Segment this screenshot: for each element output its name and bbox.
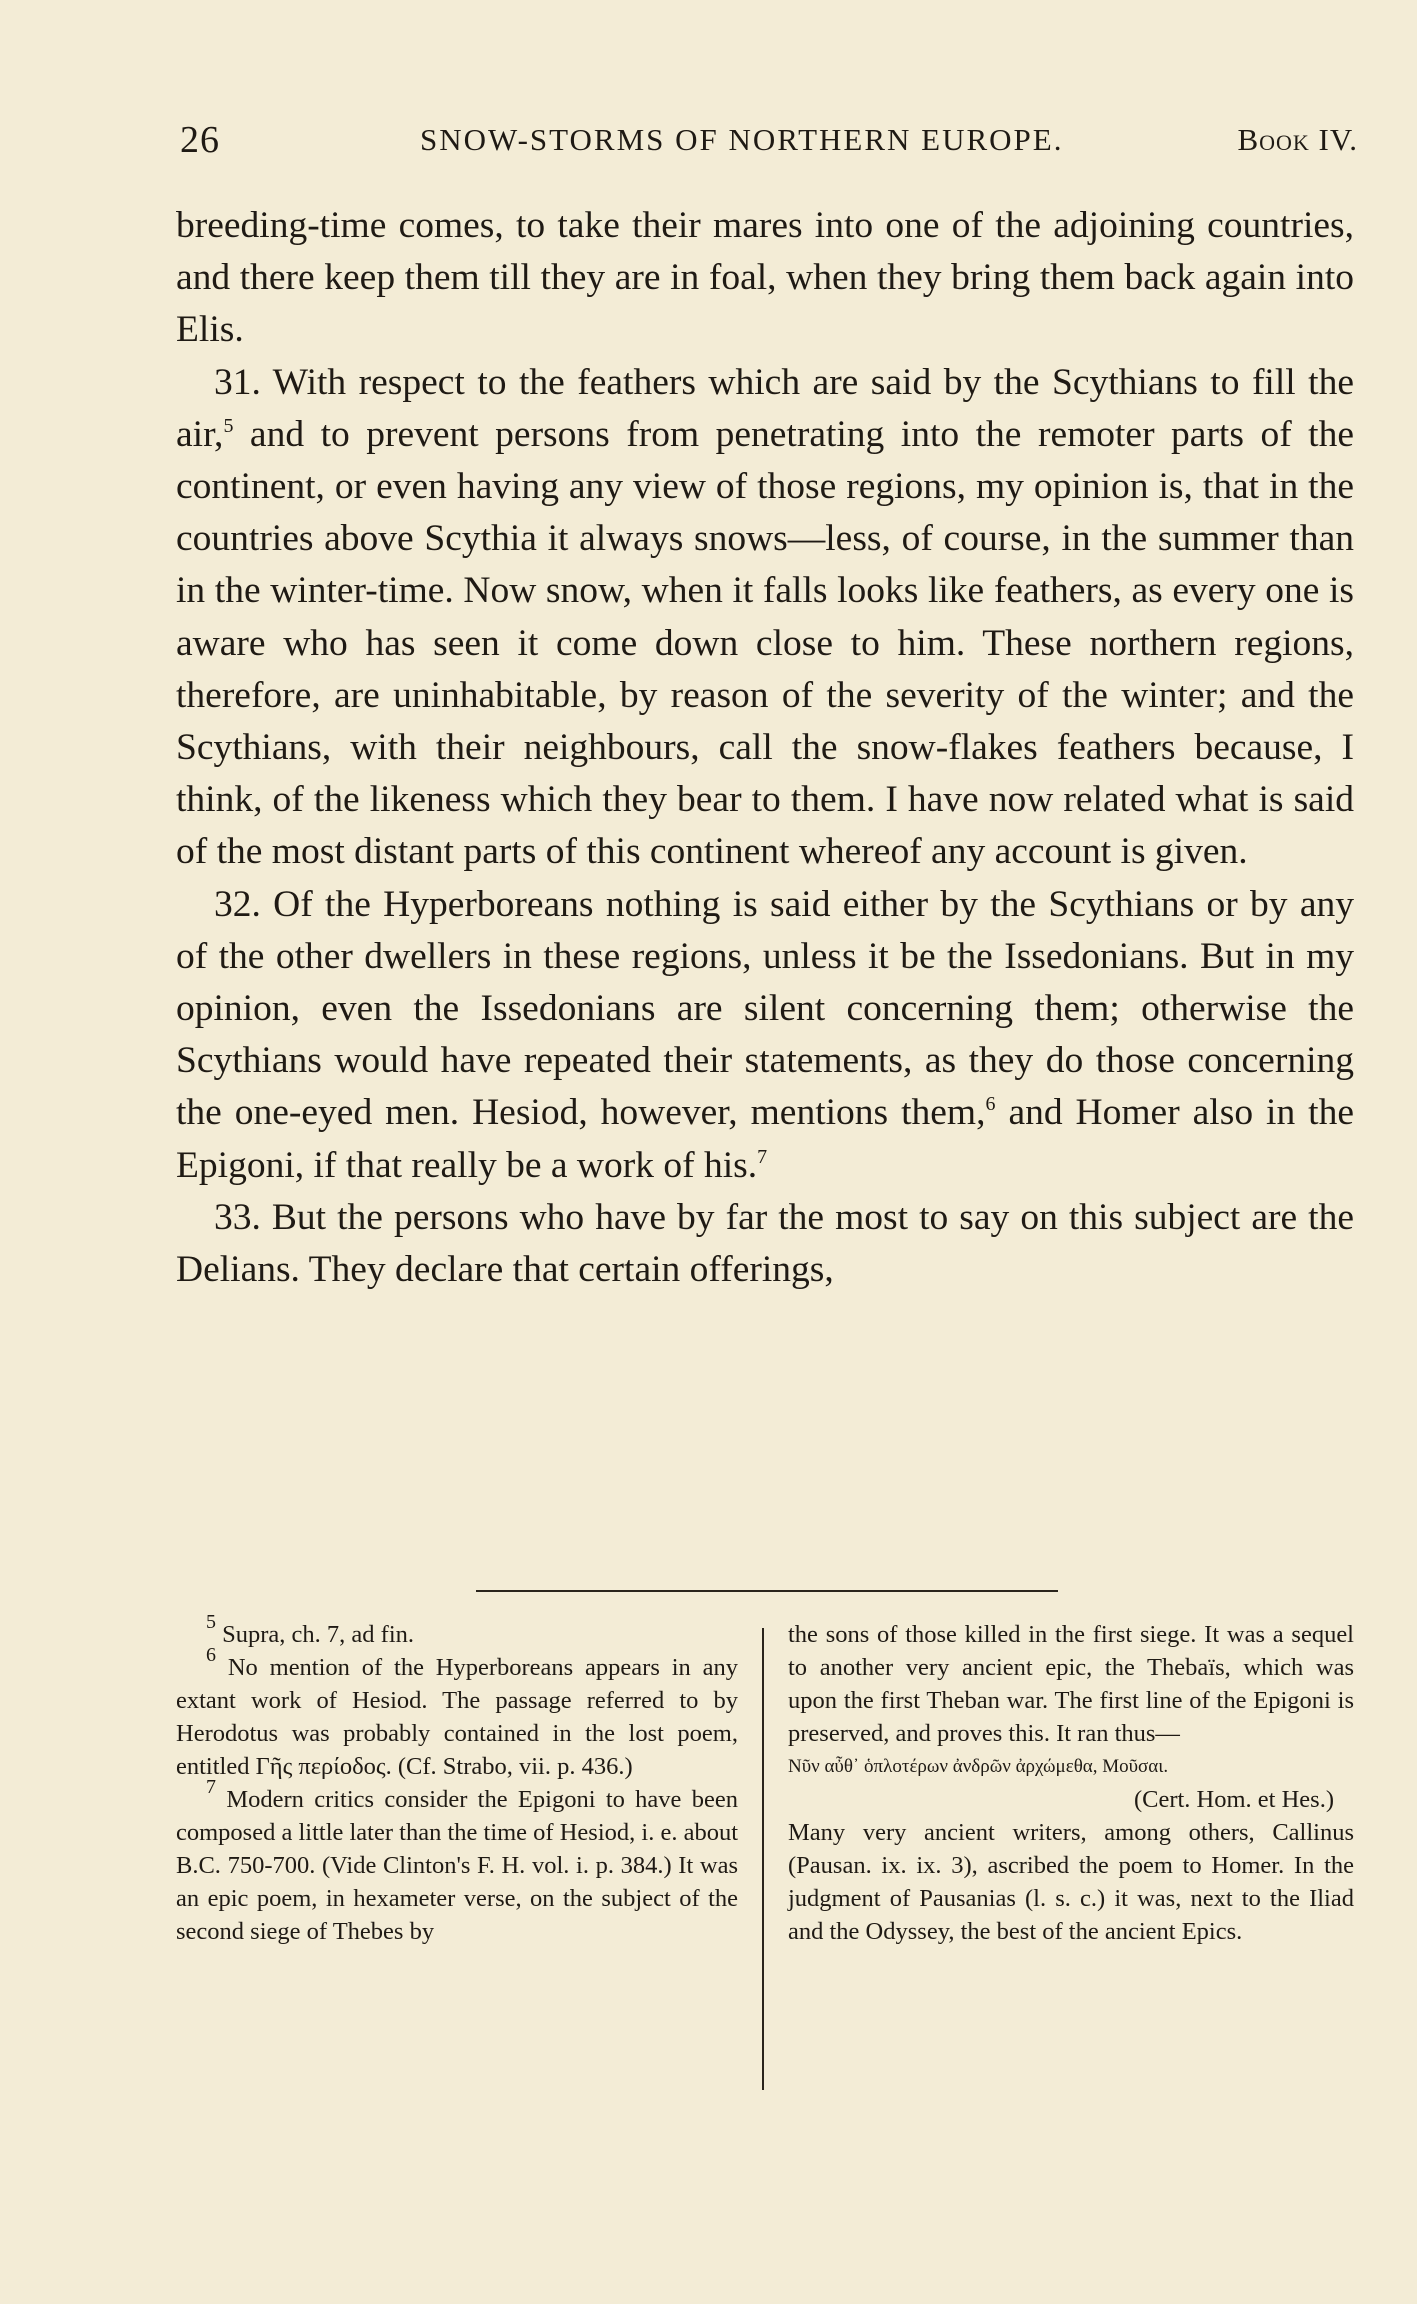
- paragraph-continuation: [176, 200, 1354, 357]
- running-title: SNOW-STORMS OF NORTHERN EUROPE.: [420, 122, 1064, 157]
- footnote-7-conclusion: Many very ancient writers, among others, Callinus (Pausan. ix. ix. 3), ascribed the poem to Homer. In the judgment of Pausanias (l. s. c.) it was, next to the Iliad and the Odyssey, the best of the ancient Epics.: [788, 1819, 1354, 1945]
- footnote-6: [176, 1644, 738, 1783]
- paragraph-31: [176, 357, 1354, 879]
- paragraph-text: 32. Of the Hyperboreans nothing is said either by the Scythians or by any of the other dwellers in these regions, unless it be the Issedonians. But in my opinion, even the Issedonians are silent concerning them; otherwise the Scythians would have repeated their statements, as they do those concerning the one-eyed men. Hesiod, however, mentions them,: [176, 883, 1354, 1134]
- page-number: 26: [180, 119, 220, 161]
- main-text: [176, 200, 1354, 1296]
- footnote-text: Modern critics consider the Epigoni to have been composed a little later than the time of Hesiod, i. e. about B.C. 750-700. (Vide Clinton's F. H. vol. i. p. 384.) It was an epic poem, in hexameter verse, on the subject of the second siege of Thebes by: [176, 1786, 738, 1945]
- paragraph-33: [176, 1192, 1354, 1296]
- footnote-ref-5: 5: [223, 414, 234, 437]
- paragraph-text: 33. But the persons who have by far the most to say on this subject are the Delians. They declare that certain offerings,: [176, 1196, 1354, 1291]
- footnote-5: [176, 1611, 738, 1651]
- paragraph-32: [176, 879, 1354, 1192]
- footnotes-right-column: [788, 1618, 1354, 1948]
- quotation-citation: (Cert. Hom. et Hes.): [1133, 1786, 1334, 1813]
- column-divider: [762, 1628, 764, 2090]
- footnote-7: [176, 1776, 738, 1948]
- footnote-ref-7: 7: [757, 1145, 768, 1168]
- footnote-mark: 6: [206, 1644, 216, 1666]
- footnote-text: Supra, ch. 7, ad fin.: [216, 1621, 414, 1648]
- footnote-mark: 7: [206, 1776, 216, 1798]
- footnote-text: No mention of the Hyperboreans appears in any extant work of Hesiod. The passage referred to by Herodotus was probably contained in the lost poem, entitled Γῆς περίοδος. (Cf. Strabo, vii. p. 436.): [176, 1654, 738, 1780]
- footnotes-left-column: [176, 1611, 738, 1948]
- paragraph-text: and Homer also in the Epigoni, if that really be a work of his.: [176, 1092, 1354, 1186]
- greek-quotation: Νῦν αὖθ᾽ ὁπλοτέρων ἀνδρῶν ἀρχώμεθα, Μοῦσαι.: [788, 1756, 1169, 1777]
- paragraph-text: and to prevent persons from penetrating into the remoter parts of the continent, or even having any view of those regions, my opinion is, that in the countries above Scythia it always snows—less, of course, in the summer than in the winter-time. Now snow, when it falls looks like feathers, as every one is aware who has seen it come down close to him. These northern regions, therefore, are uninhabitable, by reason of the severity of the winter; and the Scythians, with their neighbours, call the snow-flakes feathers because, I think, of the likeness which they bear to them. I have now related what is said of the most distant parts of this continent whereof any account is given.: [176, 413, 1354, 873]
- footnote-mark: 5: [206, 1611, 216, 1633]
- footnote-ref-6: 6: [985, 1093, 996, 1116]
- book-label: Book IV.: [1237, 122, 1358, 157]
- page-header: [180, 118, 1358, 170]
- footnote-rule: [476, 1590, 1058, 1592]
- paragraph-text: 31. With respect to the feathers which are said by the Scythians to fill the air,: [176, 361, 1354, 455]
- paragraph-text: breeding-time comes, to take their mares into one of the adjoining countries, and there keep them till they are in foal, when they bring them back again into Elis.: [176, 205, 1354, 351]
- footnote-7-continued: the sons of those killed in the first siege. It was a sequel to another very ancient epic, the Thebaïs, which was upon the first Theban war. The first line of the Epigoni is preserved, and proves this. It ran thus—: [788, 1621, 1354, 1747]
